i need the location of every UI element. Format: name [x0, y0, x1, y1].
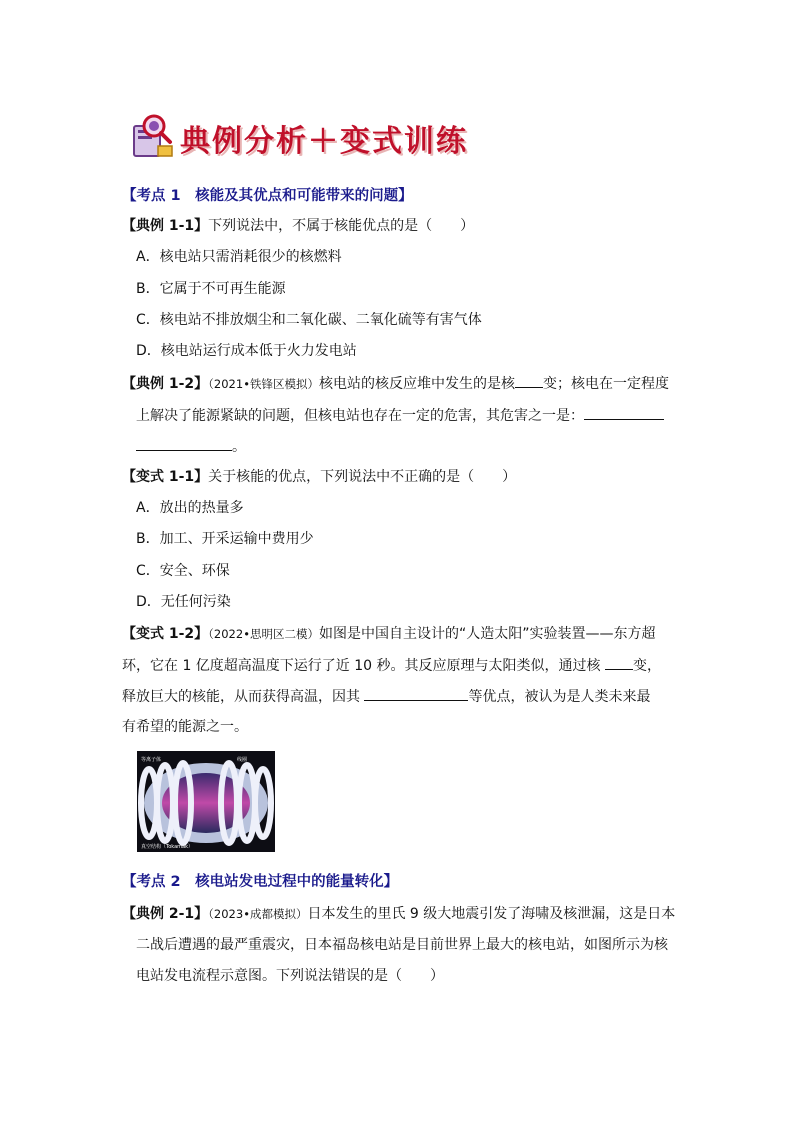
question-1-2-line-3	[136, 436, 246, 457]
notebook-magnifier-icon	[128, 112, 176, 160]
variant-1-2-line-3	[122, 686, 650, 707]
question-text: 等优点，被认为是人类未来最	[468, 689, 651, 705]
question-1-2-line-2	[136, 405, 664, 426]
question-2-1-line-2: 二战后遭遇的最严重震灾，日本福岛核电站是目前世界上最大的核电站，如图所示为核	[136, 937, 668, 953]
option-a: A．核电站只需消耗很少的核燃料	[136, 249, 342, 265]
option-b: B．加工、开采运输中费用少	[136, 531, 314, 547]
option-b: B．它属于不可再生能源	[136, 281, 286, 297]
section-heading-2: 【考点 2 核电站发电过程中的能量转化】	[122, 874, 399, 890]
option-c: C．核电站不排放烟尘和二氧化碳、二氧化硫等有害气体	[136, 312, 482, 328]
question-text: 关于核能的优点，下列说法中不正确的是（ ）	[208, 469, 517, 485]
figure-label-plasma: 等离子体	[141, 757, 162, 763]
option-d: D．无任何污染	[136, 594, 231, 610]
question-text: 释放巨大的核能，从而获得高温，因其	[122, 689, 365, 705]
question-text: 上解决了能源紧缺的问题，但核电站也存在一定的危害，其危害之一是：	[136, 408, 584, 424]
question-text: 下列说法中，不属于核能优点的是（ ）	[208, 218, 475, 234]
question-text: 。	[232, 439, 246, 455]
answer-blank[interactable]	[136, 436, 232, 451]
question-text: 核电站的核反应堆中发生的是核	[318, 376, 515, 392]
banner-title: 典例分析＋变式训练	[180, 124, 468, 159]
variant-1-2-line-2	[122, 655, 661, 676]
question-text: 如图是中国自主设计的“人造太阳”实验装置——东方超	[318, 626, 656, 642]
variant-1-1	[122, 467, 516, 487]
section-banner	[128, 112, 468, 164]
question-source: （2022•思明区二模）	[208, 627, 319, 641]
answer-blank[interactable]	[515, 373, 543, 388]
variant-1-2-line-4: 有希望的能源之一。	[122, 719, 248, 735]
tokamak-figure	[137, 751, 275, 852]
answer-blank[interactable]	[584, 405, 664, 420]
question-tag: 【典例 2-1】	[122, 906, 209, 922]
option-c: C．安全、环保	[136, 563, 230, 579]
question-tag: 【变式 1-1】	[122, 469, 209, 485]
variant-1-2-line-1	[122, 624, 656, 644]
question-2-1-line-3: 电站发电流程示意图。下列说法错误的是（ ）	[136, 968, 444, 984]
question-text: 变，	[632, 658, 661, 674]
figure-label-bottom: 真空结构（Tokamak）	[141, 844, 193, 850]
question-source: （2021•铁锋区模拟）	[208, 377, 319, 391]
answer-blank[interactable]	[364, 686, 468, 701]
question-source: （2023•成都模拟）	[208, 907, 308, 921]
option-a: A．放出的热量多	[136, 500, 244, 516]
question-tag: 【典例 1-2】	[122, 376, 209, 392]
question-tag: 【变式 1-2】	[122, 626, 209, 642]
question-text: 变；核电在一定程度	[542, 376, 669, 392]
question-1-1	[122, 216, 474, 236]
question-1-2-line-1	[122, 373, 669, 394]
figure-label-coil: 线圈	[237, 757, 248, 763]
question-text: 日本发生的里氏 9 级大地震引发了海啸及核泄漏，这是日本	[307, 906, 676, 922]
option-d: D．核电站运行成本低于火力发电站	[136, 343, 357, 359]
section-heading-1: 【考点 1 核能及其优点和可能带来的问题】	[122, 188, 413, 204]
answer-blank[interactable]	[605, 655, 633, 670]
question-2-1-line-1	[122, 904, 675, 924]
question-text: 环，它在 1 亿度超高温度下运行了近 10 秒。其反应原理与太阳类似，通过核	[122, 658, 605, 674]
question-tag: 【典例 1-1】	[122, 218, 209, 234]
